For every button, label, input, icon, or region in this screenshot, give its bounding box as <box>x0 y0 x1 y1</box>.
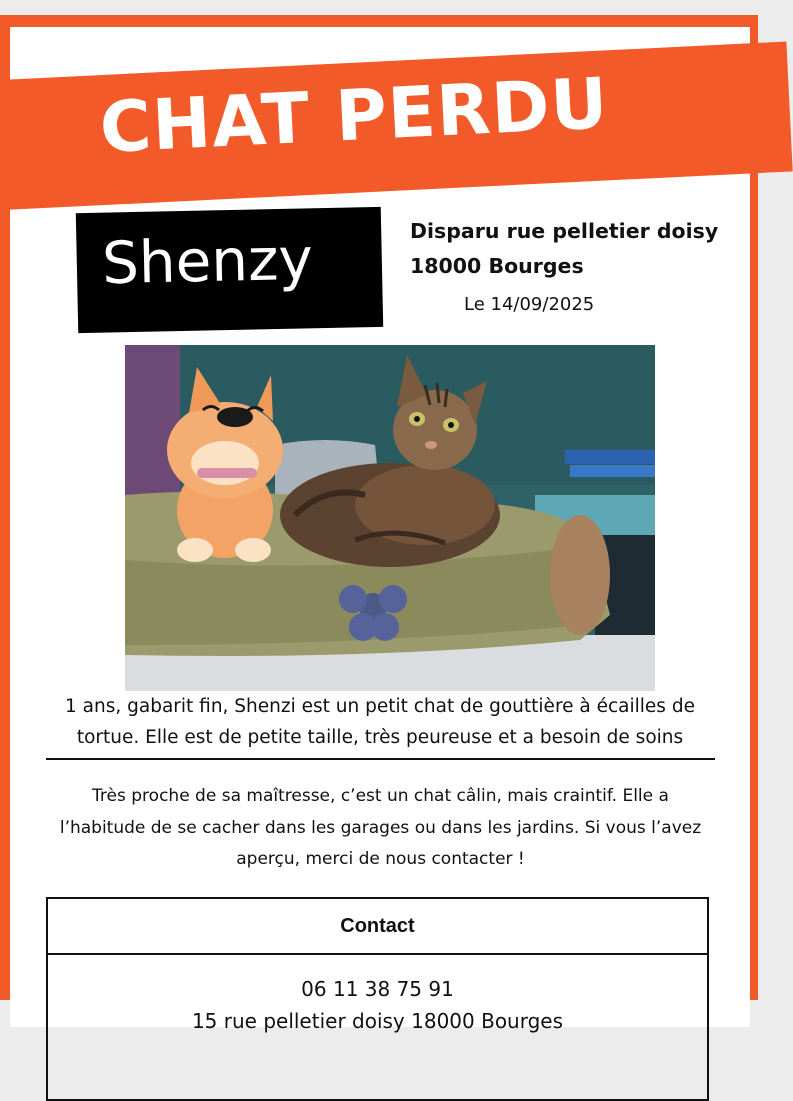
contact-box <box>46 897 709 1101</box>
contact-address: 15 rue pelletier doisy 18000 Bourges <box>191 1009 564 1033</box>
disappearance-location: Disparu rue pelletier doisy 18000 Bourges <box>410 219 719 278</box>
poster-sheet <box>10 27 750 1033</box>
contact-phone[interactable]: 06 11 38 75 91 <box>301 977 454 1001</box>
lost-cat-poster <box>0 15 758 1033</box>
poster-title: CHAT PERDU <box>97 62 611 169</box>
cat-photo <box>125 345 655 691</box>
contact-heading: Contact <box>48 899 707 955</box>
cat-name: Shenzy <box>101 224 314 298</box>
divider <box>46 758 715 760</box>
cat-description: 1 ans, gabarit fin, Shenzi est un petit chat de gouttière à écailles de tortue. Elle est de petite taille, très peureuse et a besoin de soins <box>65 696 695 748</box>
behaviour-paragraph: Très proche de sa maîtresse, c’est un chat câlin, mais craintif. Elle a l’habitude de se cacher dans les garages ou dans les jardins. Si vous l’avez aperçu, merci de nous contacter ! <box>59 786 702 869</box>
disappearance-date: Le 14/09/2025 <box>464 294 595 315</box>
